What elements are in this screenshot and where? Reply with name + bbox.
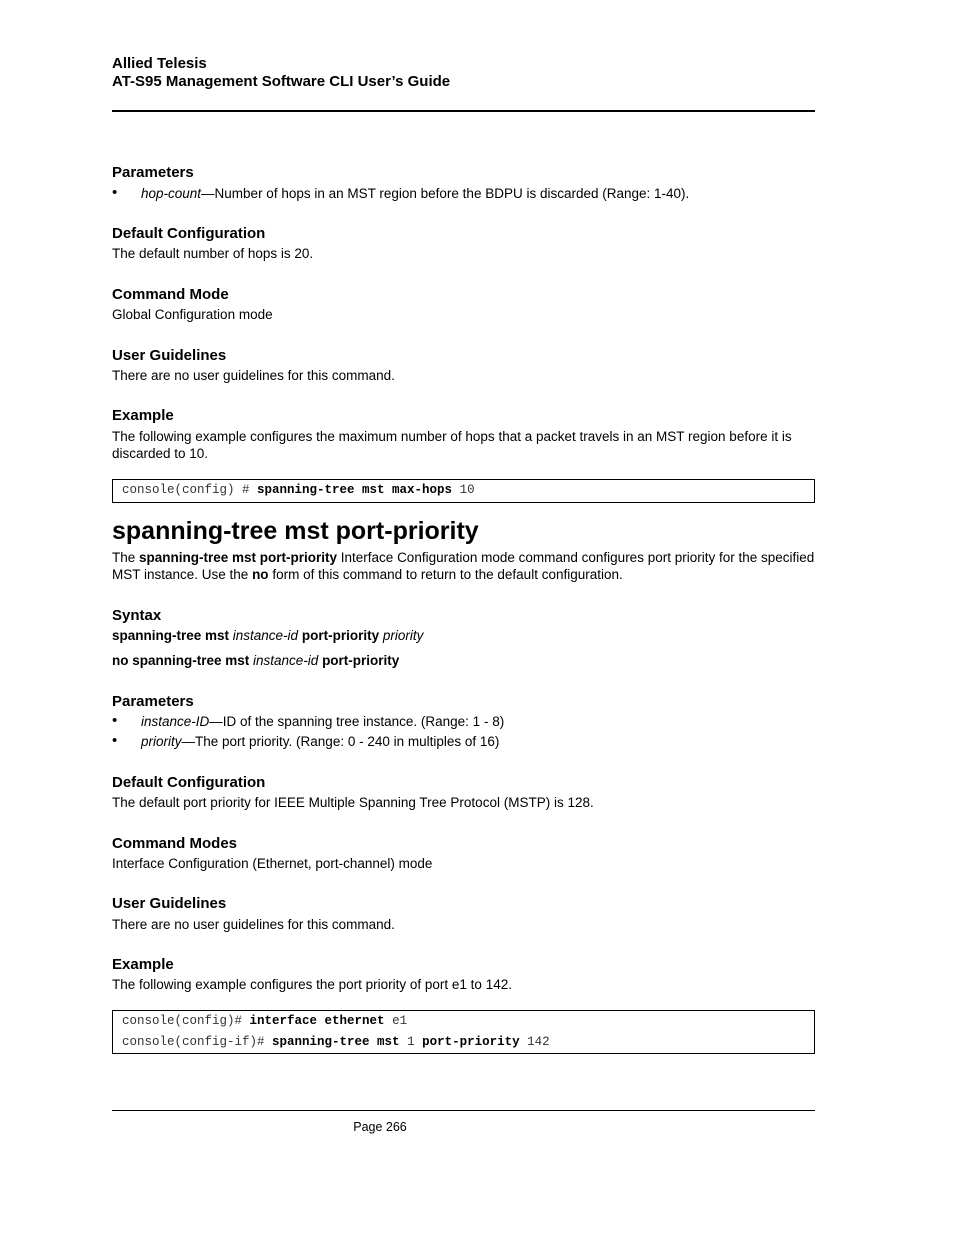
default-config-text: The default port priority for IEEE Multiple Spanning Tree Protocol (MSTP) is 128. <box>112 795 594 810</box>
page-number: Page 266 <box>353 1120 407 1134</box>
user-guidelines-heading: User Guidelines <box>112 895 227 912</box>
command-modes-text: Interface Configuration (Ethernet, port-channel) mode <box>112 856 433 871</box>
code-command: spanning-tree mst <box>272 1035 400 1049</box>
command-mode-heading: Command Mode <box>112 286 229 303</box>
command-modes-heading: Command Modes <box>112 835 238 852</box>
code-command: port-priority <box>422 1035 520 1049</box>
default-config-heading: Default Configuration <box>112 225 266 242</box>
parameters-heading: Parameters <box>112 164 194 181</box>
code-prompt: console(config)# <box>122 1014 250 1028</box>
param-name: instance-ID <box>141 714 210 729</box>
user-guidelines-text: There are no user guidelines for this command. <box>112 368 395 383</box>
footer-rule <box>112 1110 815 1111</box>
default-config-heading: Default Configuration <box>112 774 266 791</box>
code-arg: e1 <box>384 1014 408 1028</box>
code-prompt: console(config) # <box>122 483 258 497</box>
code-example-box <box>112 1010 815 1054</box>
bullet-icon: • <box>112 712 118 729</box>
user-guidelines-heading: User Guidelines <box>112 347 227 364</box>
syntax-line-no: no spanning-tree mst instance-id port-priority <box>112 653 400 668</box>
code-command: interface ethernet <box>249 1014 385 1028</box>
param-name: priority <box>141 734 182 749</box>
code-arg: 142 <box>519 1035 550 1049</box>
code-line <box>122 1014 407 1028</box>
header-rule <box>112 110 815 112</box>
bullet-icon: • <box>112 732 118 749</box>
command-title: spanning-tree mst port-priority <box>112 517 479 545</box>
param-name: hop-count <box>141 186 202 201</box>
command-mode-text: Global Configuration mode <box>112 307 273 322</box>
code-prompt: console(config-if)# <box>122 1035 273 1049</box>
syntax-heading: Syntax <box>112 607 162 624</box>
param-desc: —Number of hops in an MST region before the BDPU is discarded (Range: 1-40). <box>201 186 690 201</box>
default-config-text: The default number of hops is 20. <box>112 246 314 261</box>
param-desc: —The port priority. (Range: 0 - 240 in multiples of 16) <box>181 734 500 749</box>
header-company: Allied Telesis <box>112 55 207 72</box>
example-text: The following example configures the maximum number of hops that a packet travels in an MST region before it is discarded to 10. <box>112 429 792 461</box>
example-heading: Example <box>112 956 174 973</box>
example-heading: Example <box>112 407 174 424</box>
syntax-line: spanning-tree mst instance-id port-priority priority <box>112 628 424 643</box>
code-arg: 1 <box>399 1035 423 1049</box>
code-line <box>122 1035 550 1049</box>
code-line <box>122 483 475 497</box>
param-desc: —ID of the spanning tree instance. (Range: 1 - 8) <box>209 714 505 729</box>
header-guide-title: AT-S95 Management Software CLI User’s Guide <box>112 73 451 90</box>
example-text: The following example configures the port priority of port e1 to 142. <box>112 977 512 992</box>
code-example-box <box>112 479 815 503</box>
code-command: spanning-tree mst max-hops <box>257 483 453 497</box>
code-arg: 10 <box>452 483 475 497</box>
user-guidelines-text: There are no user guidelines for this command. <box>112 917 395 932</box>
running-header <box>112 55 450 91</box>
command-intro: The spanning-tree mst port-priority Interface Configuration mode command configures port priority for the specified MST instance. Use the no form of this command to return to the default configuration. <box>112 550 815 582</box>
parameters-heading: Parameters <box>112 693 194 710</box>
bullet-icon: • <box>112 184 118 201</box>
